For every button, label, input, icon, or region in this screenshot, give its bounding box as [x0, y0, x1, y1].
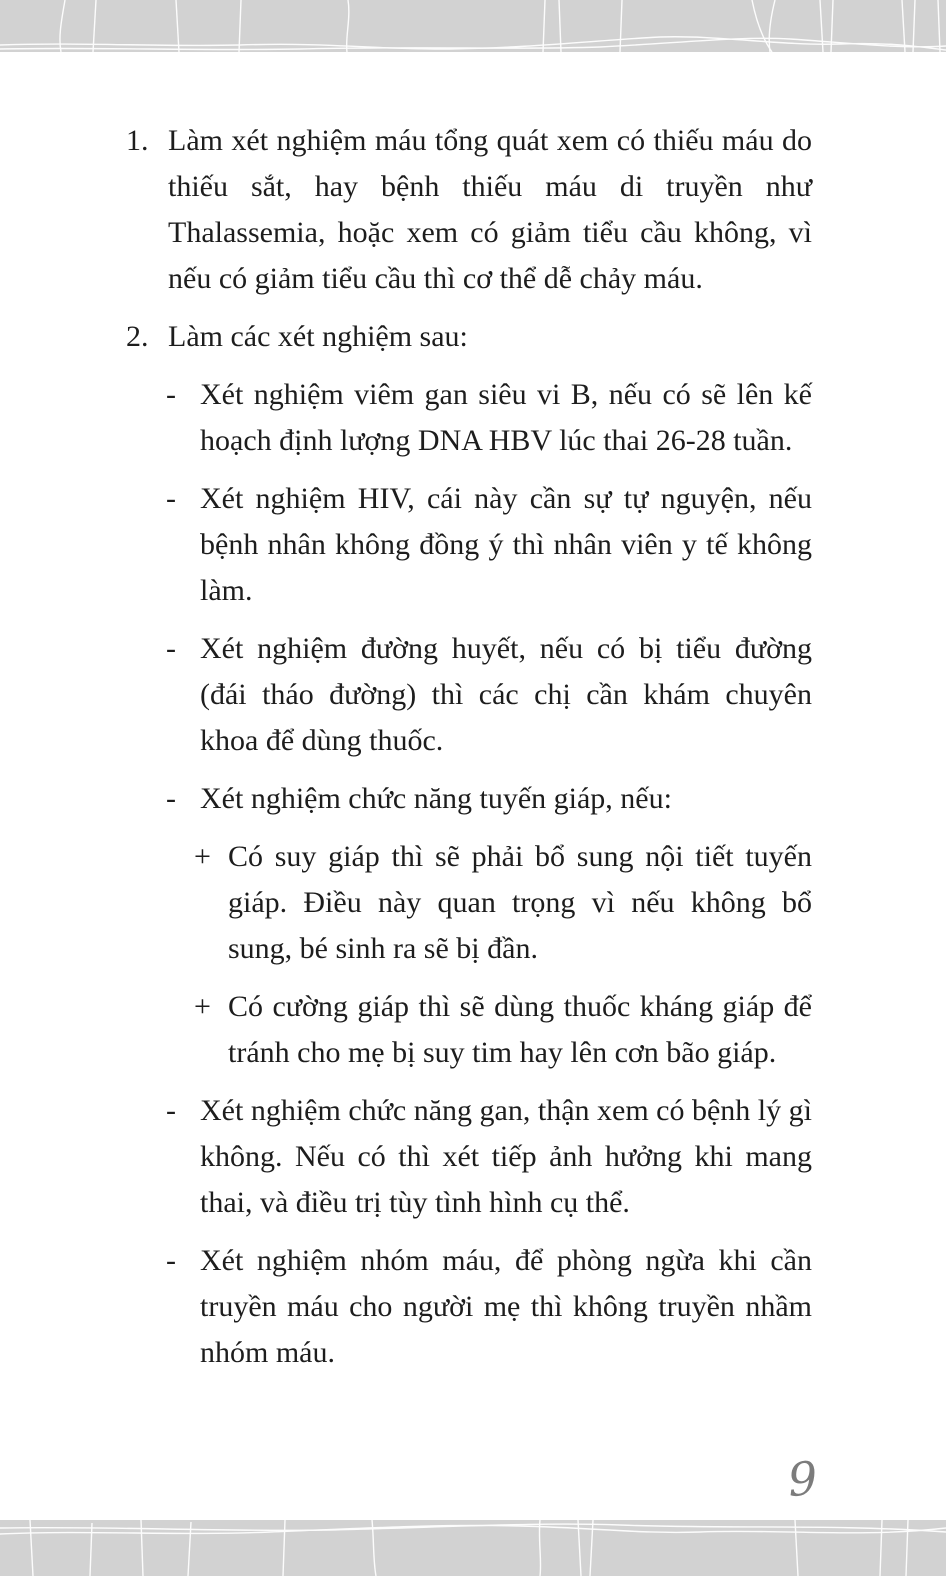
sub-list-item-text: Xét nghiệm chức năng tuyến giáp, nếu: — [200, 782, 672, 815]
sub-list-item — [166, 1238, 812, 1376]
sub-sub-list-item — [194, 984, 812, 1076]
sub-list-item-text: Xét nghiệm viêm gan siêu vi B, nếu có sẽ lên kế hoạch định lượng DNA HBV lúc thai 26-28 tuần. — [200, 378, 812, 457]
top-decorative-border — [0, 0, 946, 52]
dash-marker: - — [166, 482, 176, 515]
list-marker: 1. — [126, 124, 149, 157]
list-item-1 — [126, 118, 812, 302]
list-marker: 2. — [126, 320, 149, 353]
dash-marker: - — [166, 1094, 176, 1127]
sub-sub-list-item — [194, 834, 812, 972]
dash-marker: - — [166, 632, 176, 665]
sub-list-item — [166, 476, 812, 614]
plus-marker: + — [194, 840, 211, 873]
sub-list-item — [166, 372, 812, 464]
sub-list-item-text: Xét nghiệm đường huyết, nếu có bị tiểu đường (đái tháo đường) thì các chị cần khám chuyên khoa để dùng thuốc. — [200, 632, 812, 757]
page-number: 9 — [786, 1451, 820, 1507]
sub-list-item — [166, 626, 812, 764]
list-item-text: Làm xét nghiệm máu tổng quát xem có thiếu máu do thiếu sắt, hay bệnh thiếu máu di truyền như Thalassemia, hoặc xem có giảm tiểu cầu không, vì nếu có giảm tiểu cầu thì cơ thể dễ chảy máu. — [168, 124, 812, 295]
sub-list-item-text: Xét nghiệm nhóm máu, để phòng ngừa khi cần truyền máu cho người mẹ thì không truyền nhầm nhóm máu. — [200, 1244, 812, 1369]
dash-marker: - — [166, 782, 176, 815]
top-border-pattern — [0, 0, 946, 52]
sub-sub-list-item-text: Có cường giáp thì sẽ dùng thuốc kháng giáp để tránh cho mẹ bị suy tim hay lên cơn bão giáp. — [228, 990, 812, 1069]
sub-list-item-text: Xét nghiệm HIV, cái này cần sự tự nguyện, nếu bệnh nhân không đồng ý thì nhân viên y tế không làm. — [200, 482, 812, 607]
bottom-decorative-border — [0, 1520, 946, 1576]
plus-marker: + — [194, 990, 211, 1023]
page-content — [0, 52, 946, 1388]
dash-marker: - — [166, 378, 176, 411]
sub-sub-list-item-text: Có suy giáp thì sẽ phải bổ sung nội tiết tuyến giáp. Điều này quan trọng vì nếu không bổ sung, bé sinh ra sẽ bị đần. — [228, 840, 812, 965]
list-item-2 — [126, 314, 812, 360]
sub-list-item — [166, 776, 812, 822]
sub-list-item — [166, 1088, 812, 1226]
sub-list-item-text: Xét nghiệm chức năng gan, thận xem có bệnh lý gì không. Nếu có thì xét tiếp ảnh hưởng khi mang thai, và điều trị tùy tình hình cụ thể. — [200, 1094, 812, 1219]
bottom-border-pattern — [0, 1520, 946, 1576]
dash-marker: - — [166, 1244, 176, 1277]
list-item-text: Làm các xét nghiệm sau: — [168, 320, 468, 353]
